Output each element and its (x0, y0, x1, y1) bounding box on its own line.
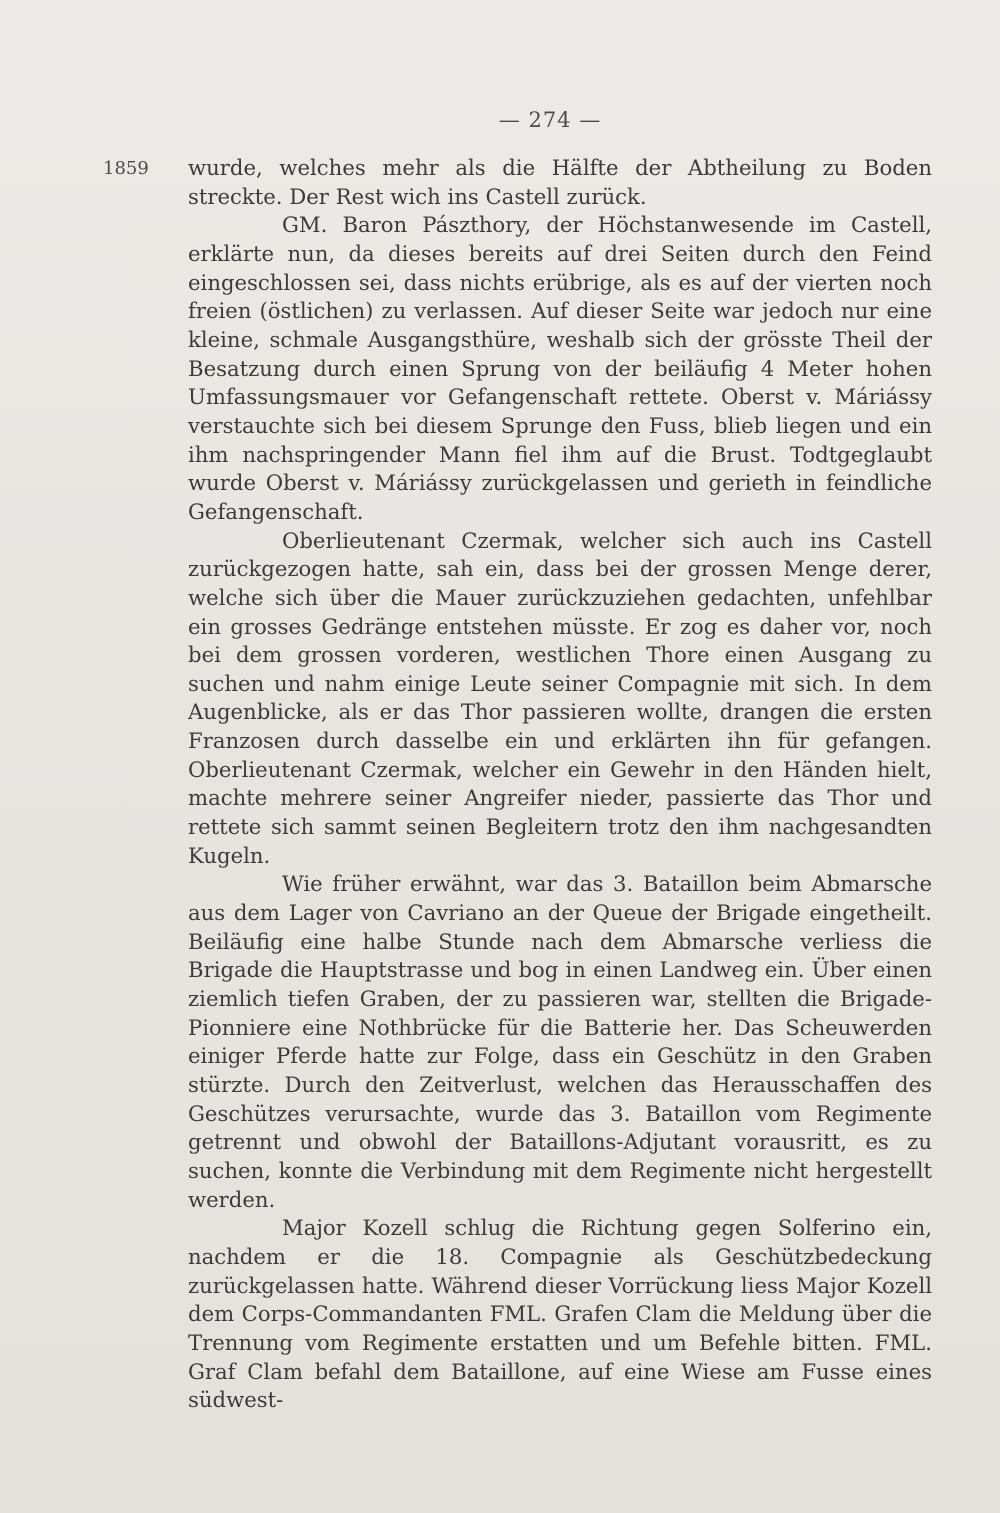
page-number: — 274 — (498, 108, 602, 132)
paragraph: Oberlieutenant Czermak, welcher sich auch ins Castell zurückgezogen hatte, sah ein, dass bei der grossen Menge derer, welche sich über die Mauer zurückzuziehen gedachten, unfehlbar ein grosses Gedränge entstehen müsste. Er zog es daher vor, noch bei dem grossen vorderen, westlichen Thore einen Ausgang zu suchen und nahm einige Leute seiner Compagnie mit sich. In dem Augenblicke, als er das Thor passieren wollte, drangen die ersten Franzosen durch dasselbe ein und erklärten ihn für gefangen. Oberlieutenant Czermak, welcher ein Gewehr in den Händen hielt, machte mehrere seiner Angreifer nieder, passierte das Thor und rettete sich sammt seinen Begleitern trotz den ihm nachgesandten Kugeln. (188, 527, 932, 868)
margin-year-note: 1859 (103, 158, 149, 179)
paragraph: Wie früher erwähnt, war das 3. Bataillon beim Abmarsche aus dem Lager von Cavriano an der Queue der Brigade eingetheilt. Beiläufig eine halbe Stunde nach dem Abmarsche verliess die Brigade die Hauptstrasse und bog in einen Landweg ein. Über einen ziemlich tiefen Graben, der zu passieren war, stellten die Brigade-Pionniere eine Nothbrücke für die Batterie her. Das Scheuwerden einiger Pferde hatte zur Folge, dass ein Geschütz in den Graben stürzte. Durch den Zeitverlust, welchen das Herausschaffen des Geschützes verursachte, wurde das 3. Bataillon vom Regimente getrennt und obwohl der Bataillons-Adjutant vorausritt, es zu suchen, konnte die Verbindung mit dem Regimente nicht hergestellt werden. (188, 871, 932, 1212)
paragraph: wurde, welches mehr als die Hälfte der Abtheilung zu Boden streckte. Der Rest wich ins Castell zurück. (188, 155, 932, 209)
paragraph: Major Kozell schlug die Richtung gegen Solferino ein, nachdem er die 18. Compagnie als Geschützbedeckung zurückgelassen hatte. Während dieser Vorrückung liess Major Kozell dem Corps-Commandanten FML. Grafen Clam die Meldung über die Trennung vom Regimente erstatten und um Befehle bitten. FML. Graf Clam befahl dem Bataillone, auf eine Wiese am Fusse eines südwest- (188, 1215, 932, 1413)
body-text (188, 154, 932, 1415)
paragraph: GM. Baron Pászthory, der Höchstanwesende im Castell, erklärte nun, da dieses bereits auf drei Seiten durch den Feind eingeschlossen sei, dass nichts erübrige, als es auf der vierten noch freien (östlichen) zu verlassen. Auf dieser Seite war jedoch nur eine kleine, schmale Ausgangsthüre, weshalb sich der grösste Theil der Besatzung durch einen Sprung von der beiläufig 4 Meter hohen Umfassungsmauer vor Gefangenschaft rettete. Oberst v. Máriássy verstauchte sich bei diesem Sprunge den Fuss, blieb liegen und ein ihm nachspringender Mann fiel ihm auf die Brust. Todtgeglaubt wurde Oberst v. Máriássy zurückgelassen und gerieth in feindliche Gefangenschaft. (188, 212, 932, 524)
